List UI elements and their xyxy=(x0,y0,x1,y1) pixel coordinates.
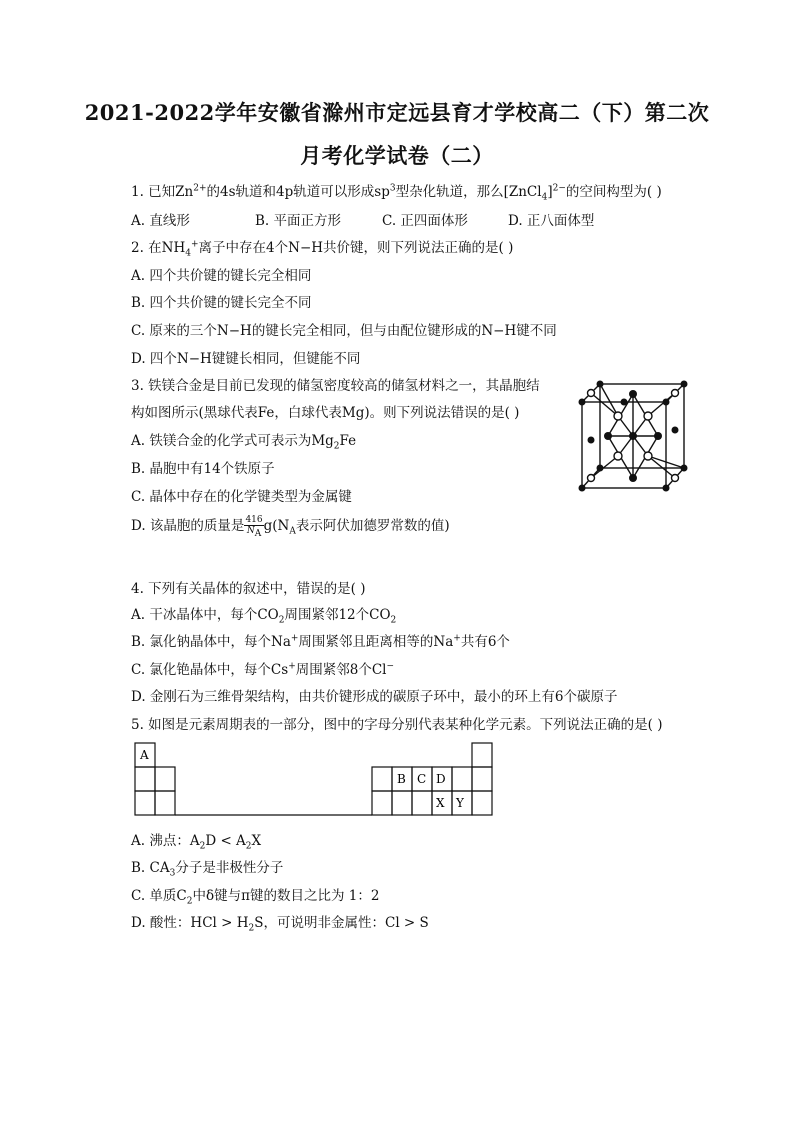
q3-option-d: D. 该晶胞的质量是 $\frac{416}{N_A}$ $g(N_A$表示阿伏加德罗常数的值) xyxy=(131,514,450,539)
q1-option-b: B. 平面正方形 xyxy=(255,213,342,229)
cell-x: X xyxy=(436,796,445,810)
q3-option-a: A. 铁镁合金的化学式可表示为$Mg_2Fe$ xyxy=(131,433,357,452)
q3-option-b: B. 晶胞中有14个铁原子 xyxy=(131,461,275,477)
exam-title-line2: 月考化学试卷（二） xyxy=(300,143,494,168)
q5-option-a: A. 沸点：$A_2D < A_2X$ xyxy=(131,833,262,852)
q1-stem: 1. 已知$Zn^{2+}$的4s轨道和4p轨道可以形成$sp^3$型杂化轨道，那么[ZnCl$_4$]$^{2-}$的空间构型为( ) xyxy=(131,183,662,203)
q4-option-d: D. 金刚石为三维骨架结构，由共价键形成的碳原子环中，最小的环上有6个碳原子 xyxy=(131,689,618,705)
q1-option-a: A. 直线形 xyxy=(131,213,190,229)
q2-option-c: C. 原来的三个N−H的键长完全相同，但与由配位键形成的N−H键不同 xyxy=(131,323,557,339)
q3-mass-fraction: $\frac{416}{N_A}$ xyxy=(245,514,263,539)
q5-option-b: B. $CA_3$分子是非极性分子 xyxy=(131,860,284,879)
q3-option-c: C. 晶体中存在的化学键类型为金属键 xyxy=(131,489,352,505)
fe-mg-unit-cell-figure xyxy=(578,380,688,492)
q1-option-d: D. 正八面体型 xyxy=(508,213,595,229)
q5-option-d: D. 酸性：HCl > $H_2S$，可说明非金属性：Cl > S xyxy=(131,915,429,934)
q5-option-c: C. 单质$C_2$中δ键与π键的数目之比为 1：2 xyxy=(131,888,380,907)
cell-c: C xyxy=(417,772,427,786)
q2-option-d: D. 四个N−H键键长相同，但键能不同 xyxy=(131,351,361,367)
q5-stem: 5. 如图是元素周期表的一部分，图中的字母分别代表某种化学元素。下列说法正确的是( ) xyxy=(131,717,663,733)
q4-option-a: A. 干冰晶体中，每个$CO_2$周围紧邻12个$CO_2$ xyxy=(131,607,397,626)
q3-stem-line2: 构如图所示(黑球代表Fe，白球代表Mg)。则下列说法错误的是( ) xyxy=(131,405,520,421)
q4-option-c: C. 氯化铯晶体中，每个Cs+周围紧邻8个Cl− xyxy=(131,661,395,678)
q3-stem-line1: 3. 铁镁合金是目前已发现的储氢密度较高的储氢材料之一，其晶胞结 xyxy=(131,378,540,394)
q4-option-b: B. 氯化钠晶体中，每个Na+周围紧邻且距离相等的Na+共有6个 xyxy=(131,633,510,650)
periodic-table-fragment xyxy=(134,742,496,818)
q2-option-b: B. 四个共价键的键长完全不同 xyxy=(131,295,312,311)
q4-stem: 4. 下列有关晶体的叙述中，错误的是( ) xyxy=(131,581,366,597)
q2-option-a: A. 四个共价键的键长完全相同 xyxy=(131,268,312,284)
q1-option-c: C. 正四面体形 xyxy=(382,213,468,229)
exam-title-line1: 2021-2022学年安徽省滁州市定远县育才学校高二（下）第二次 xyxy=(84,100,710,125)
cell-y: Y xyxy=(456,796,464,810)
cell-d: D xyxy=(436,772,446,786)
q2-stem: 2. 在$NH_4^+$离子中存在4个N−H共价键，则下列说法正确的是( ) xyxy=(131,239,514,259)
cell-a: A xyxy=(140,748,149,762)
cell-b: B xyxy=(397,772,406,786)
